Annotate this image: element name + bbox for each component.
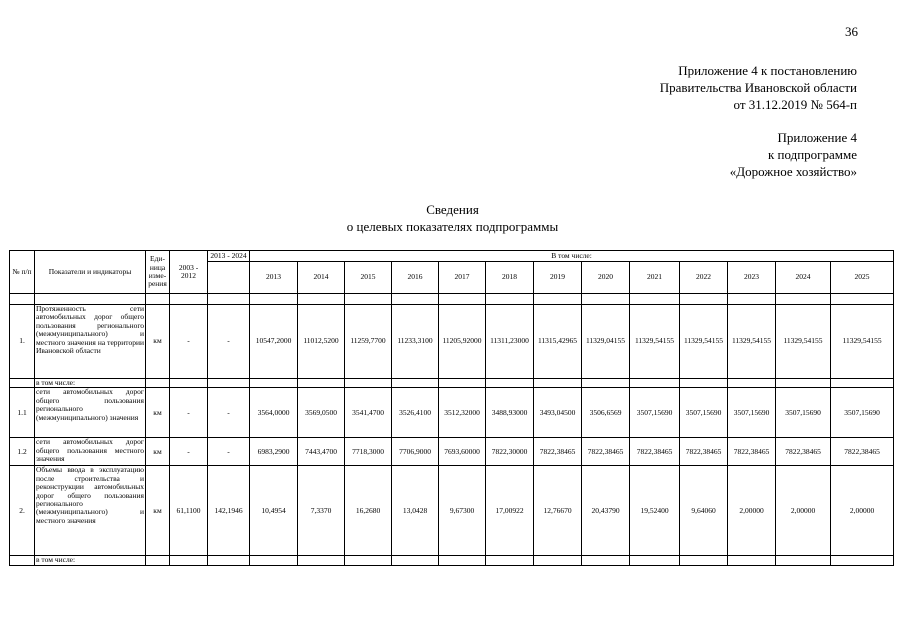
row-value: 3526,4100 bbox=[392, 388, 439, 438]
row-value: 7822,38465 bbox=[728, 438, 776, 466]
row-value: 6983,2900 bbox=[250, 438, 298, 466]
table-subheader-row bbox=[10, 556, 894, 565]
header-year: 2018 bbox=[486, 262, 534, 294]
row-value: 3507,15690 bbox=[776, 388, 831, 438]
row-value: 7822,38465 bbox=[680, 438, 728, 466]
row-value: 11205,92000 bbox=[439, 305, 486, 379]
annex-decree-reference bbox=[660, 62, 857, 113]
annex-decree-line: от 31.12.2019 № 564-п bbox=[733, 97, 857, 112]
annex-subprogram-line: к подпрограмме bbox=[767, 147, 857, 162]
row-value: 11259,7700 bbox=[345, 305, 392, 379]
row-value: 2,00000 bbox=[831, 466, 894, 556]
row-value: 2,00000 bbox=[776, 466, 831, 556]
header-including: В том числе: bbox=[250, 251, 894, 262]
annex-subprogram-line: «Дорожное хозяйство» bbox=[729, 164, 857, 179]
row-value: 11329,54155 bbox=[630, 305, 680, 379]
header-year: 2024 bbox=[776, 262, 831, 294]
table-row bbox=[10, 388, 894, 438]
row-value: 3493,04500 bbox=[534, 388, 582, 438]
target-indicators-table bbox=[9, 250, 894, 566]
row-subheader: в том числе: bbox=[35, 379, 146, 388]
row-2013-2024: - bbox=[208, 438, 250, 466]
row-2013-2024: 142,1946 bbox=[208, 466, 250, 556]
row-value: 11329,54155 bbox=[776, 305, 831, 379]
row-value: 11311,23000 bbox=[486, 305, 534, 379]
row-value: 7822,38465 bbox=[534, 438, 582, 466]
row-num: 2. bbox=[10, 466, 35, 556]
header-blank bbox=[208, 262, 250, 294]
row-value: 7822,38465 bbox=[582, 438, 630, 466]
row-num: 1.1 bbox=[10, 388, 35, 438]
row-value: 11329,54155 bbox=[680, 305, 728, 379]
row-2013-2024: - bbox=[208, 305, 250, 379]
row-value: 3507,15690 bbox=[680, 388, 728, 438]
row-num: 1. bbox=[10, 305, 35, 379]
row-indicator: сети автомобильных дорог общего пользования местного значения bbox=[35, 438, 146, 466]
header-year: 2017 bbox=[439, 262, 486, 294]
row-value: 20,43790 bbox=[582, 466, 630, 556]
row-value: 3488,93000 bbox=[486, 388, 534, 438]
row-value: 2,00000 bbox=[728, 466, 776, 556]
row-value: 7822,38465 bbox=[776, 438, 831, 466]
row-value: 7822,38465 bbox=[630, 438, 680, 466]
table-row bbox=[10, 305, 894, 379]
row-2003-2012: - bbox=[170, 305, 208, 379]
title-line: Сведения bbox=[426, 202, 479, 217]
header-year: 2013 bbox=[250, 262, 298, 294]
table-subheader-row bbox=[10, 379, 894, 388]
row-num: 1.2 bbox=[10, 438, 35, 466]
row-unit: км bbox=[146, 438, 170, 466]
annex-subprogram-reference bbox=[730, 129, 857, 180]
row-value: 10,4954 bbox=[250, 466, 298, 556]
row-indicator: Протяженность сети автомобильных дорог общего пользования регионального (межмуниципального) и местного значения на территории Ивановской области bbox=[35, 305, 146, 379]
row-value: 11012,5200 bbox=[298, 305, 345, 379]
table-row bbox=[10, 466, 894, 556]
row-value: 11233,3100 bbox=[392, 305, 439, 379]
row-value: 13,0428 bbox=[392, 466, 439, 556]
page-number: 36 bbox=[845, 24, 858, 39]
header-year: 2023 bbox=[728, 262, 776, 294]
header-year: 2014 bbox=[298, 262, 345, 294]
row-value: 3569,0500 bbox=[298, 388, 345, 438]
row-value: 7693,60000 bbox=[439, 438, 486, 466]
row-2003-2012: - bbox=[170, 388, 208, 438]
header-year: 2022 bbox=[680, 262, 728, 294]
row-value: 7822,38465 bbox=[831, 438, 894, 466]
row-value: 12,76670 bbox=[534, 466, 582, 556]
row-value: 10547,2000 bbox=[250, 305, 298, 379]
header-num: № п/п bbox=[10, 251, 35, 294]
header-indicator: Показатели и индикаторы bbox=[35, 251, 146, 294]
row-unit: км bbox=[146, 466, 170, 556]
row-value: 11315,42965 bbox=[534, 305, 582, 379]
header-year: 2016 bbox=[392, 262, 439, 294]
row-2003-2012: 61,1100 bbox=[170, 466, 208, 556]
row-unit: км bbox=[146, 388, 170, 438]
header-2003-2012: 2003 - 2012 bbox=[170, 251, 208, 294]
row-value: 7443,4700 bbox=[298, 438, 345, 466]
row-unit: км bbox=[146, 305, 170, 379]
row-value: 3507,15690 bbox=[630, 388, 680, 438]
header-year: 2020 bbox=[582, 262, 630, 294]
row-value: 7,3370 bbox=[298, 466, 345, 556]
row-value: 3507,15690 bbox=[728, 388, 776, 438]
row-value: 7822,30000 bbox=[486, 438, 534, 466]
row-value: 11329,04155 bbox=[582, 305, 630, 379]
header-year: 2025 bbox=[831, 262, 894, 294]
annex-decree-line: Правительства Ивановской области bbox=[659, 80, 857, 95]
row-indicator: сети автомобильных дорог общего пользования регионального (межмуниципального) значения bbox=[35, 388, 146, 438]
header-year: 2021 bbox=[630, 262, 680, 294]
row-value: 3541,4700 bbox=[345, 388, 392, 438]
row-value: 17,00922 bbox=[486, 466, 534, 556]
document-title bbox=[0, 201, 905, 235]
header-2013-2024: 2013 - 2024 bbox=[208, 251, 250, 262]
row-value: 3564,0000 bbox=[250, 388, 298, 438]
row-value: 7718,3000 bbox=[345, 438, 392, 466]
header-unit: Еди- ница изме- рения bbox=[146, 251, 170, 294]
row-value: 16,2680 bbox=[345, 466, 392, 556]
table-row bbox=[10, 438, 894, 466]
title-line: о целевых показателях подпрограммы bbox=[346, 219, 559, 234]
row-value: 3512,32000 bbox=[439, 388, 486, 438]
row-2013-2024: - bbox=[208, 388, 250, 438]
row-2003-2012: - bbox=[170, 438, 208, 466]
row-indicator: Объемы ввода в эксплуатацию после строительства и реконструкции автомобильных дорог общего пользования регионального (межмуниципального) и местного значения bbox=[35, 466, 146, 556]
row-value: 7706,9000 bbox=[392, 438, 439, 466]
row-value: 9,64060 bbox=[680, 466, 728, 556]
annex-subprogram-line: Приложение 4 bbox=[777, 130, 857, 145]
row-value: 19,52400 bbox=[630, 466, 680, 556]
row-value: 3507,15690 bbox=[831, 388, 894, 438]
row-value: 3506,6569 bbox=[582, 388, 630, 438]
annex-decree-line: Приложение 4 к постановлению bbox=[678, 63, 857, 78]
header-year: 2015 bbox=[345, 262, 392, 294]
row-subheader: в том числе: bbox=[35, 556, 146, 565]
row-value: 9,67300 bbox=[439, 466, 486, 556]
header-year: 2019 bbox=[534, 262, 582, 294]
row-value: 11329,54155 bbox=[831, 305, 894, 379]
row-value: 11329,54155 bbox=[728, 305, 776, 379]
